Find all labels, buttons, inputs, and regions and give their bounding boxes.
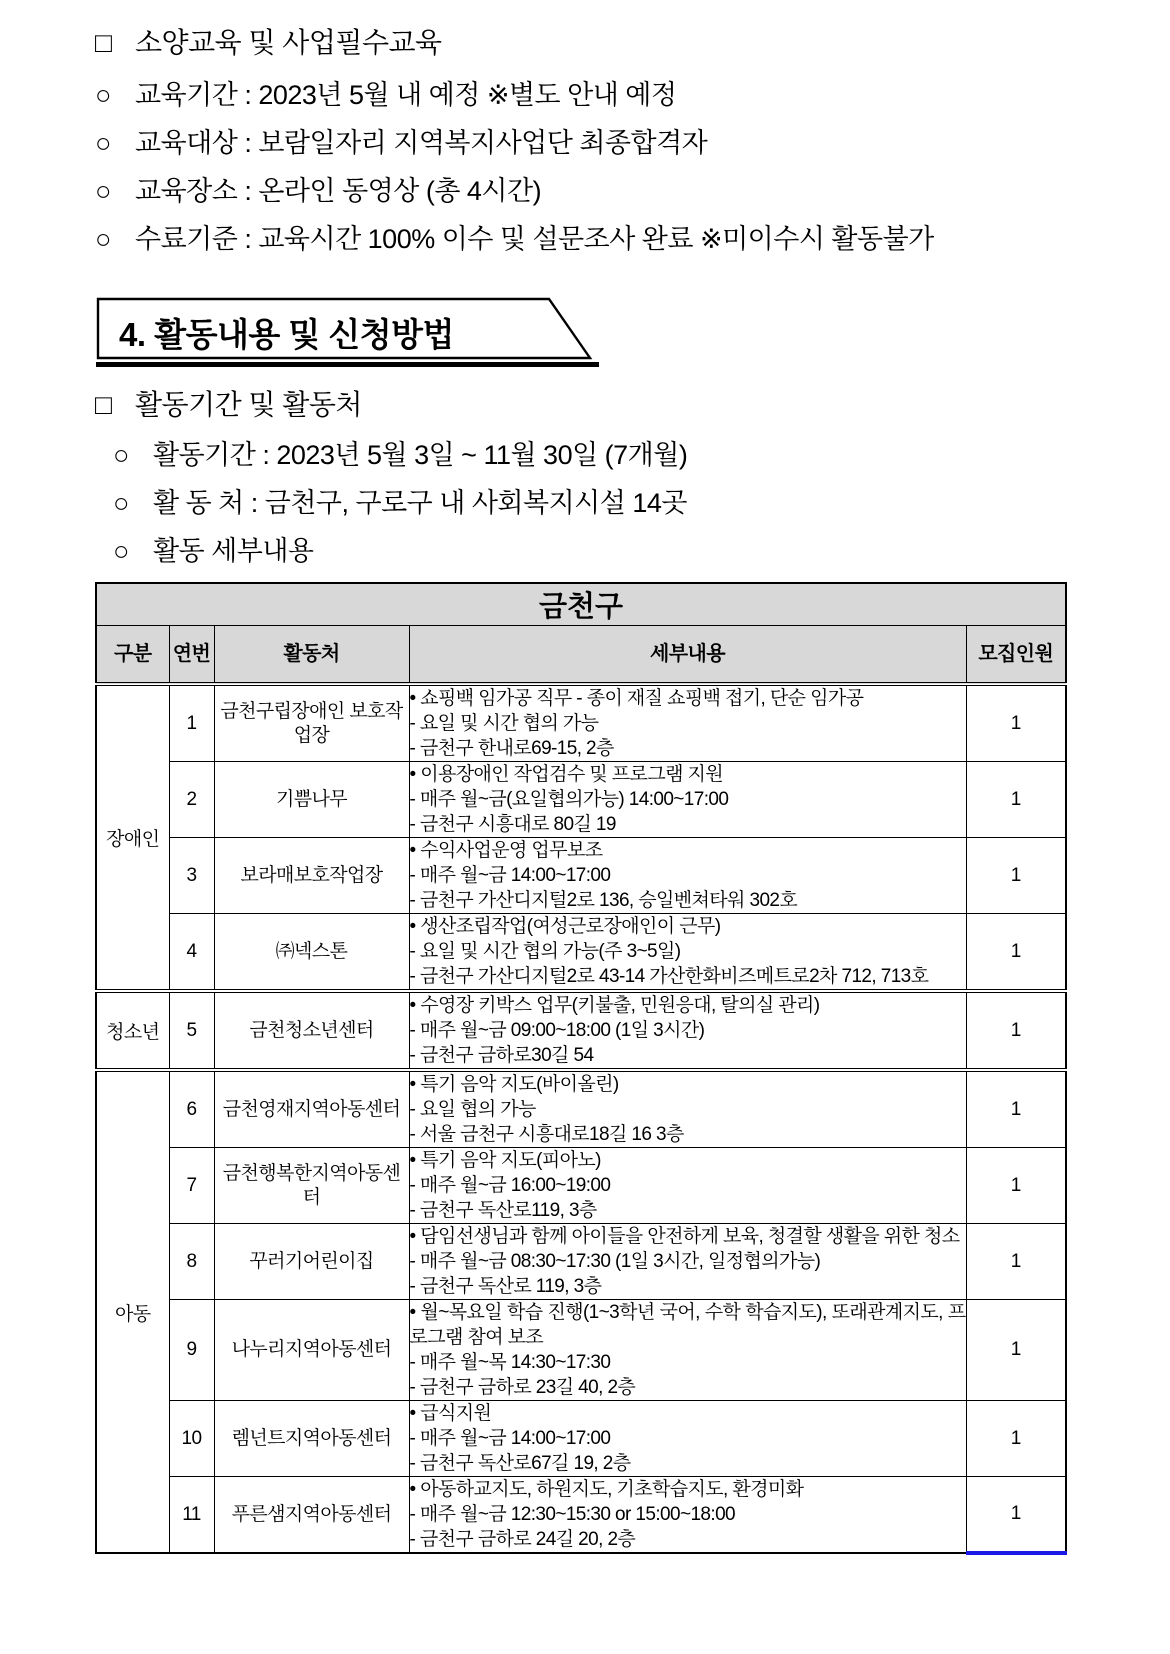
activity-sub-heading-text: 활동기간 및 활동처 <box>135 389 362 420</box>
detail-line: • 담임선생님과 함께 아이들을 안전하게 보육, 청결할 생활을 위한 청소 <box>409 1226 960 1247</box>
table-row <box>96 991 1066 1070</box>
place-cell: ㈜넥스톤 <box>214 914 409 992</box>
detail-line: - 매주 월~금 09:00~18:00 (1일 3시간) <box>409 1020 705 1041</box>
edu-item-place <box>95 174 1070 208</box>
detail-line: - 금천구 금하로 24길 20, 2층 <box>409 1529 636 1550</box>
count-cell: 1 <box>966 914 1066 992</box>
col-header-detail: 세부내용 <box>409 626 966 685</box>
detail-line: - 금천구 독산로67길 19, 2층 <box>409 1453 631 1474</box>
detail-line: - 금천구 시흥대로 80길 19 <box>409 814 616 835</box>
circle-bullet-icon: ○ <box>95 128 111 158</box>
table-row <box>96 838 1066 914</box>
detail-cell <box>409 684 966 762</box>
table-row <box>96 1070 1066 1148</box>
detail-line: - 금천구 독산로 119, 3층 <box>409 1276 602 1297</box>
count-cell: 1 <box>966 684 1066 762</box>
activity-item-text: 활 동 처 : 금천구, 구로구 내 사회복지시설 14곳 <box>153 488 687 518</box>
detail-line: • 생산조립작업(여성근로장애인이 근무) <box>409 916 721 937</box>
table-row <box>96 684 1066 762</box>
detail-line: • 수익사업운영 업무보조 <box>409 840 603 861</box>
activity-sub-heading <box>95 388 1070 422</box>
detail-cell <box>409 914 966 992</box>
col-header-gubun: 구분 <box>96 626 169 685</box>
activity-table <box>95 582 1067 1555</box>
detail-line: - 매주 월~금 08:30~17:30 (1일 3시간, 일정협의가능) <box>409 1251 821 1272</box>
detail-line: - 금천구 한내로69-15, 2층 <box>409 738 614 759</box>
group-cell: 장애인 <box>96 684 169 991</box>
detail-cell <box>409 1148 966 1224</box>
table-row <box>96 1224 1066 1300</box>
detail-cell <box>409 762 966 838</box>
place-cell: 금천행복한지역아동센터 <box>214 1148 409 1224</box>
detail-line: - 금천구 가산디지털2로 136, 승일벤쳐타워 302호 <box>409 890 798 911</box>
detail-line: - 매주 월~금 12:30~15:30 or 15:00~18:00 <box>409 1504 736 1525</box>
row-number: 2 <box>169 762 214 838</box>
count-cell: 1 <box>966 838 1066 914</box>
row-number: 8 <box>169 1224 214 1300</box>
detail-line: - 매주 월~금(요일협의가능) 14:00~17:00 <box>409 789 729 810</box>
count-cell: 1 <box>966 1401 1066 1477</box>
detail-line: • 급식지원 <box>409 1403 492 1424</box>
edu-item-text: 교육대상 : 보람일자리 지역복지사업단 최종합격자 <box>135 128 708 158</box>
row-number: 5 <box>169 991 214 1070</box>
col-header-count: 모집인원 <box>966 626 1066 685</box>
education-section <box>95 26 1070 256</box>
detail-line: - 서울 금천구 시흥대로18길 16 3층 <box>409 1124 684 1145</box>
detail-line: - 금천구 금하로30길 54 <box>409 1045 594 1066</box>
count-cell: 1 <box>966 1070 1066 1148</box>
activity-item-text: 활동기간 : 2023년 5월 3일 ~ 11월 30일 (7개월) <box>153 440 688 470</box>
detail-cell <box>409 991 966 1070</box>
edu-item-target <box>95 126 1070 160</box>
detail-line: - 매주 월~금 14:00~17:00 <box>409 1428 611 1449</box>
section4-title: 4. 활동내용 및 신청방법 <box>119 316 454 353</box>
count-cell: 1 <box>966 762 1066 838</box>
detail-line: • 특기 음악 지도(바이올린) <box>409 1074 619 1095</box>
place-cell: 보라매보호작업장 <box>214 838 409 914</box>
edu-item-text: 수료기준 : 교육시간 100% 이수 및 설문조사 완료 ※미이수시 활동불가 <box>135 224 934 254</box>
detail-line: - 요일 및 시간 협의 가능 <box>409 713 599 734</box>
place-cell: 나누리지역아동센터 <box>214 1300 409 1401</box>
circle-bullet-icon: ○ <box>95 80 111 110</box>
detail-line: - 요일 및 시간 협의 가능(주 3~5일) <box>409 941 681 962</box>
detail-cell <box>409 1300 966 1401</box>
edu-item-text: 교육기간 : 2023년 5월 내 예정 ※별도 안내 예정 <box>135 80 677 110</box>
detail-line: - 요일 협의 가능 <box>409 1099 536 1120</box>
circle-bullet-icon: ○ <box>113 440 129 470</box>
detail-line: - 매주 월~금 14:00~17:00 <box>409 865 611 886</box>
row-number: 7 <box>169 1148 214 1224</box>
table-header-row <box>96 626 1066 685</box>
place-cell: 기쁨나무 <box>214 762 409 838</box>
circle-bullet-icon: ○ <box>95 176 111 206</box>
count-cell: 1 <box>966 991 1066 1070</box>
activity-section <box>95 388 1070 568</box>
detail-cell <box>409 1401 966 1477</box>
place-cell: 금천청소년센터 <box>214 991 409 1070</box>
detail-line: • 월~목요일 학습 진행(1~3학년 국어, 수학 학습지도), 또래관계지도, 프로그램 참여 보조 <box>409 1302 966 1348</box>
activity-item-places <box>113 486 1070 520</box>
edu-item-criteria <box>95 222 1070 256</box>
row-number: 3 <box>169 838 214 914</box>
place-cell: 꾸러기어린이집 <box>214 1224 409 1300</box>
count-cell: 1 <box>966 1224 1066 1300</box>
section4-banner <box>95 296 605 370</box>
row-number: 11 <box>169 1477 214 1554</box>
group-cell: 청소년 <box>96 991 169 1070</box>
table-row <box>96 1300 1066 1401</box>
detail-line: - 금천구 가산디지털2로 43-14 가산한화비즈메트로2차 712, 713호 <box>409 966 929 987</box>
row-number: 4 <box>169 914 214 992</box>
table-row <box>96 1401 1066 1477</box>
row-number: 10 <box>169 1401 214 1477</box>
circle-bullet-icon: ○ <box>95 224 111 254</box>
place-cell: 푸른샘지역아동센터 <box>214 1477 409 1554</box>
place-cell: 렘넌트지역아동센터 <box>214 1401 409 1477</box>
activity-item-period <box>113 438 1070 472</box>
detail-line: • 쇼핑백 임가공 직무 - 종이 재질 쇼핑백 접기, 단순 임가공 <box>409 688 864 709</box>
detail-line: • 수영장 키박스 업무(키불출, 민원응대, 탈의실 관리) <box>409 995 820 1016</box>
group-cell: 아동 <box>96 1070 169 1553</box>
detail-cell <box>409 838 966 914</box>
activity-item-detail <box>113 534 1070 568</box>
circle-bullet-icon: ○ <box>113 488 129 518</box>
square-bullet-icon: □ <box>95 389 112 420</box>
edu-item-text: 교육장소 : 온라인 동영상 (총 4시간) <box>135 176 542 206</box>
count-cell: 1 <box>966 1477 1066 1554</box>
detail-line: - 금천구 금하로 23길 40, 2층 <box>409 1377 636 1398</box>
square-bullet-icon: □ <box>95 27 112 58</box>
place-cell: 금천구립장애인 보호작업장 <box>214 684 409 762</box>
circle-bullet-icon: ○ <box>113 536 129 566</box>
detail-line: • 이용장애인 작업검수 및 프로그램 지원 <box>409 764 724 785</box>
count-cell: 1 <box>966 1300 1066 1401</box>
detail-cell <box>409 1070 966 1148</box>
table-row <box>96 914 1066 992</box>
row-number: 1 <box>169 684 214 762</box>
edu-item-period <box>95 78 1070 112</box>
table-title: 금천구 <box>96 583 1066 626</box>
place-cell: 금천영재지역아동센터 <box>214 1070 409 1148</box>
education-heading-text: 소양교육 및 사업필수교육 <box>135 27 442 58</box>
education-heading <box>95 26 1070 60</box>
detail-line: • 아동하교지도, 하원지도, 기초학습지도, 환경미화 <box>409 1479 804 1500</box>
table-row <box>96 1148 1066 1224</box>
activity-item-text: 활동 세부내용 <box>153 536 314 566</box>
detail-cell <box>409 1224 966 1300</box>
detail-line: - 매주 월~목 14:30~17:30 <box>409 1352 611 1373</box>
table-row <box>96 1477 1066 1554</box>
detail-line: • 특기 음악 지도(피아노) <box>409 1150 601 1171</box>
col-header-no: 연번 <box>169 626 214 685</box>
detail-line: - 금천구 독산로119, 3층 <box>409 1200 597 1221</box>
detail-line: - 매주 월~금 16:00~19:00 <box>409 1175 611 1196</box>
detail-cell <box>409 1477 966 1554</box>
row-number: 9 <box>169 1300 214 1401</box>
table-title-row <box>96 583 1066 626</box>
col-header-place: 활동처 <box>214 626 409 685</box>
row-number: 6 <box>169 1070 214 1148</box>
table-row <box>96 762 1066 838</box>
count-cell: 1 <box>966 1148 1066 1224</box>
